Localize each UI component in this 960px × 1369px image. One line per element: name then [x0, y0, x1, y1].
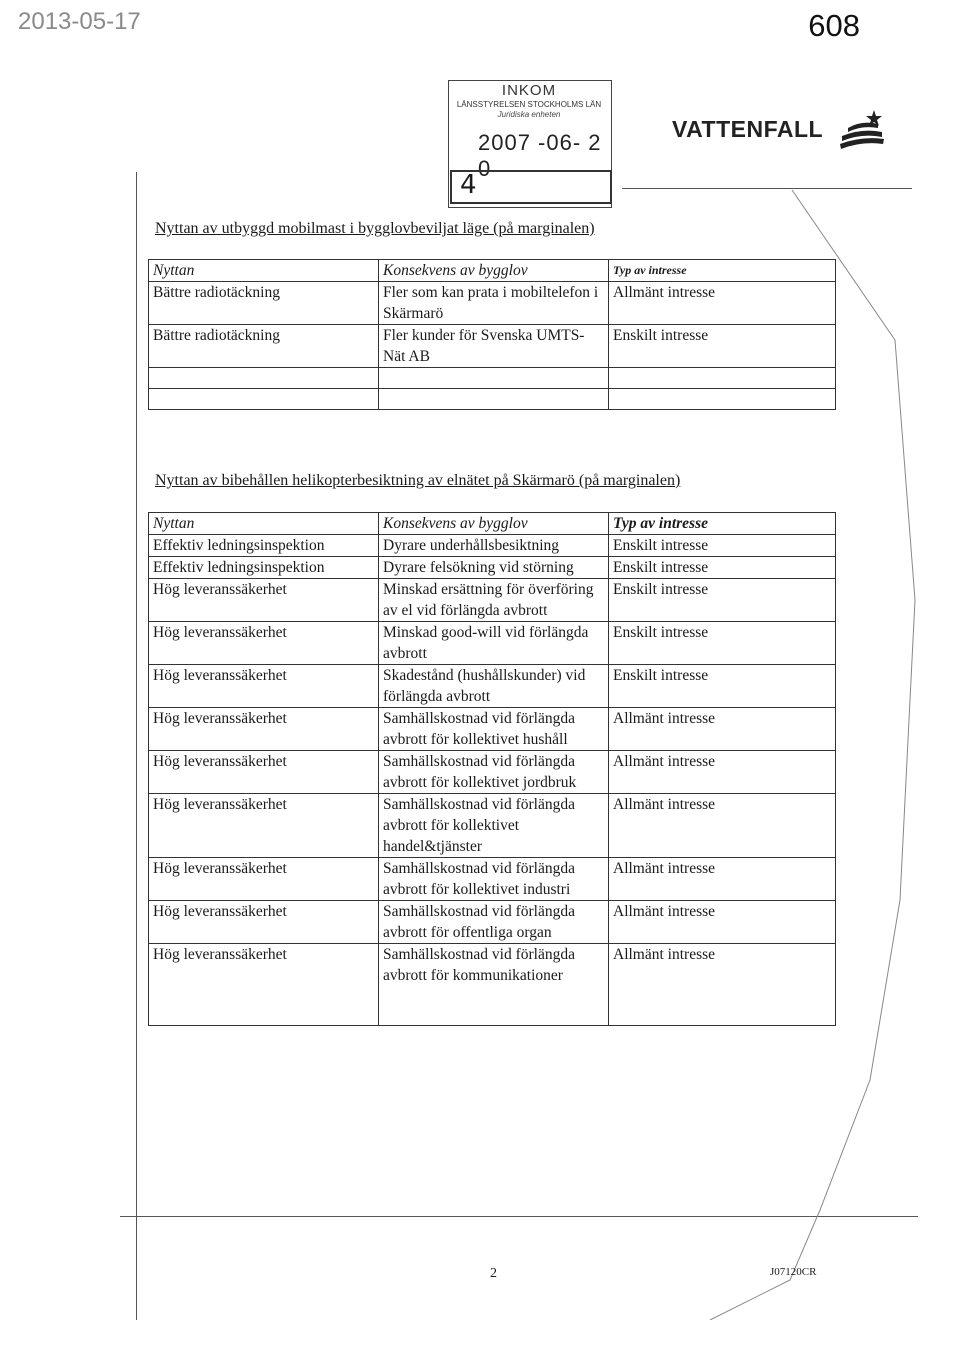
header-typ: Typ av intresse: [609, 260, 836, 282]
received-stamp: [448, 80, 612, 208]
table-row: [149, 708, 836, 751]
cell-konsekvens: Samhällskostnad vid förlängda avbrott för offentliga organ: [379, 901, 609, 944]
cell-nyttan: Hög leveranssäkerhet: [149, 751, 379, 794]
table-header-row: [149, 260, 836, 282]
cell-typ: [609, 389, 836, 410]
header-nyttan: Nyttan: [149, 513, 379, 535]
cell-nyttan: Effektiv ledningsinspektion: [149, 535, 379, 557]
cell-nyttan: Bättre radiotäckning: [149, 282, 379, 325]
vattenfall-logo-icon: [838, 108, 886, 154]
stamp-unit: Juridiska enheten: [497, 110, 561, 119]
stamp-handwritten-number: 4: [460, 170, 477, 200]
cell-nyttan: Hög leveranssäkerhet: [149, 944, 379, 1026]
vattenfall-logo-text: VATTENFALL: [672, 116, 824, 142]
cell-konsekvens: Skadestånd (hushållskunder) vid förlängda avbrott: [379, 665, 609, 708]
table-row: [149, 535, 836, 557]
cell-typ: Enskilt intresse: [609, 622, 836, 665]
cell-konsekvens: Minskad ersättning för överföring av el vid förlängda avbrott: [379, 579, 609, 622]
cell-konsekvens: Minskad good-will vid förlängda avbrott: [379, 622, 609, 665]
table-row: [149, 858, 836, 901]
cell-nyttan: Hög leveranssäkerhet: [149, 579, 379, 622]
cell-typ: Enskilt intresse: [609, 557, 836, 579]
table-row-empty: [149, 389, 836, 410]
cell-konsekvens: [379, 389, 609, 410]
cell-konsekvens: Fler som kan prata i mobiltelefon i Skärmarö: [379, 282, 609, 325]
cell-typ: Enskilt intresse: [609, 579, 836, 622]
footer-document-code: J07120CR: [770, 1266, 817, 1278]
section2-table: [148, 512, 836, 1026]
table-row: [149, 282, 836, 325]
header-konsekvens: Konsekvens av bygglov: [379, 260, 609, 282]
table-row: [149, 901, 836, 944]
stamp-number-box: [450, 170, 612, 204]
cell-nyttan: Hög leveranssäkerhet: [149, 665, 379, 708]
stamp-date: 2007 -06- 2 0: [478, 130, 602, 181]
cell-konsekvens: Dyrare underhållsbesiktning: [379, 535, 609, 557]
cell-nyttan: Hög leveranssäkerhet: [149, 708, 379, 751]
table-row: [149, 557, 836, 579]
section2-title: Nyttan av bibehållen helikopterbesiktning av elnätet på Skärmarö (på marginalen): [155, 472, 681, 489]
table-row: [149, 622, 836, 665]
cell-nyttan: [149, 368, 379, 389]
table-header-row: [149, 513, 836, 535]
header-typ: Typ av intresse: [609, 513, 836, 535]
stamp-title: INKOM: [501, 82, 557, 99]
left-margin-rule: [136, 172, 137, 1320]
header-nyttan: Nyttan: [149, 260, 379, 282]
cell-konsekvens: [379, 368, 609, 389]
stamp-authority: LÄNSSTYRELSEN STOCKHOLMS LÄN: [456, 100, 602, 109]
cell-typ: Allmänt intresse: [609, 751, 836, 794]
section1-title: Nyttan av utbyggd mobilmast i bygglovbeviljat läge (på marginalen): [155, 220, 595, 237]
section1-table: [148, 259, 836, 410]
cell-nyttan: Hög leveranssäkerhet: [149, 901, 379, 944]
cell-nyttan: Hög leveranssäkerhet: [149, 794, 379, 858]
cell-typ: Allmänt intresse: [609, 944, 836, 1026]
cell-typ: Enskilt intresse: [609, 665, 836, 708]
cell-nyttan: Hög leveranssäkerhet: [149, 858, 379, 901]
cell-typ: Allmänt intresse: [609, 794, 836, 858]
cell-typ: Enskilt intresse: [609, 535, 836, 557]
table-row-empty: [149, 368, 836, 389]
table-row: [149, 751, 836, 794]
cell-nyttan: Bättre radiotäckning: [149, 325, 379, 368]
cell-typ: Allmänt intresse: [609, 901, 836, 944]
cell-typ: Allmänt intresse: [609, 858, 836, 901]
cell-konsekvens: Samhällskostnad vid förlängda avbrott för kollektivet handel&tjänster: [379, 794, 609, 858]
cell-nyttan: Hög leveranssäkerhet: [149, 622, 379, 665]
cell-konsekvens: Samhällskostnad vid förlängda avbrott för kollektivet jordbruk: [379, 751, 609, 794]
cell-konsekvens: Samhällskostnad vid förlängda avbrott för kollektivet hushåll: [379, 708, 609, 751]
cell-nyttan: [149, 389, 379, 410]
cell-typ: Allmänt intresse: [609, 708, 836, 751]
cell-typ: Enskilt intresse: [609, 325, 836, 368]
cell-typ: Allmänt intresse: [609, 282, 836, 325]
cell-typ: [609, 368, 836, 389]
cell-konsekvens: Dyrare felsökning vid störning: [379, 557, 609, 579]
table-row: [149, 944, 836, 1026]
table-row: [149, 665, 836, 708]
footer-page-number: 2: [490, 1266, 497, 1281]
cell-konsekvens: Samhällskostnad vid förlängda avbrott för kommunikationer: [379, 944, 609, 1026]
cell-nyttan: Effektiv ledningsinspektion: [149, 557, 379, 579]
cell-konsekvens: Fler kunder för Svenska UMTS-Nät AB: [379, 325, 609, 368]
scan-date: 2013-05-17: [18, 8, 141, 35]
header-konsekvens: Konsekvens av bygglov: [379, 513, 609, 535]
table-row: [149, 579, 836, 622]
scan-page-number: 608: [808, 8, 860, 43]
cell-konsekvens: Samhällskostnad vid förlängda avbrott för kollektivet industri: [379, 858, 609, 901]
table-row: [149, 794, 836, 858]
table-row: [149, 325, 836, 368]
